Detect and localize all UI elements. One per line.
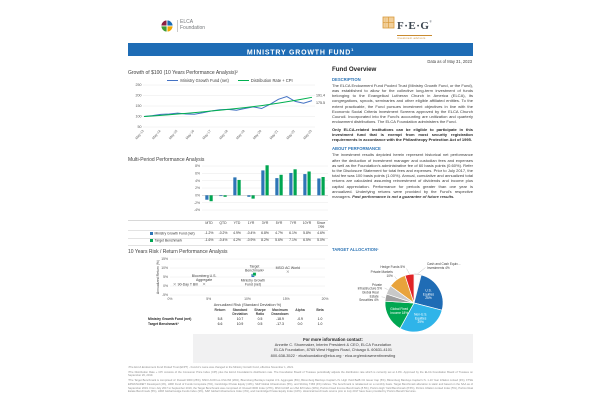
slice-label: Equities [415, 316, 427, 321]
bar [224, 195, 227, 196]
value-cell: 4.2% [230, 239, 244, 246]
svg-text:6%: 6% [195, 171, 200, 176]
svg-text:-4%: -4% [193, 208, 200, 213]
bar [317, 178, 320, 195]
row-label: Ministry Growth Fund (net) [148, 316, 192, 321]
svg-text:200: 200 [135, 93, 142, 98]
bar [280, 175, 283, 196]
value-cell: 0.5 [257, 322, 263, 327]
value-cell: 6.8% [258, 231, 272, 238]
x-tick-label: May-17 [201, 129, 212, 141]
bar [303, 174, 306, 195]
contact-box [193, 334, 473, 363]
legend-label: Ministry Growth Fund (net) [180, 78, 229, 83]
target-allocation-heading: TARGET ALLOCATION³ [332, 246, 379, 252]
svg-text:250: 250 [135, 83, 142, 88]
x-tick-label: May-16 [184, 129, 196, 141]
point-label: Target [249, 264, 260, 269]
series-line [144, 97, 312, 117]
svg-text:10%: 10% [244, 297, 251, 301]
value-cell: 5.8% [300, 231, 314, 238]
x-tick-label: May-22 [285, 129, 296, 141]
slice-label: Private [372, 282, 382, 287]
about-performance-heading: ABOUT PERFORMANCE [332, 146, 381, 152]
scatter-point [253, 273, 256, 276]
svg-text:15%: 15% [161, 257, 168, 262]
about-performance-body [332, 152, 473, 199]
column-header: Sharpe Ratio [254, 307, 266, 316]
multi-period-title: Multi-Period Performance Analysis [128, 157, 205, 163]
value-cell: 4.6% [314, 231, 328, 238]
value-cell: 8.2% [258, 239, 272, 246]
column-header: Return [214, 307, 226, 312]
bar [210, 195, 213, 201]
feg-logo-text [397, 16, 432, 40]
risk-return-scatter-chart [128, 255, 332, 309]
value-cell: -1.2% [202, 231, 216, 238]
x-tick-label: May-20 [252, 129, 263, 141]
stats-table [128, 308, 332, 328]
risk-return-section [128, 249, 332, 314]
bar [275, 178, 278, 195]
bar [294, 169, 297, 195]
column-header: 5YR [272, 220, 286, 231]
bar [261, 170, 264, 195]
bar [238, 180, 241, 195]
value-cell: -0.4% [244, 231, 258, 238]
slice-label: 10% [386, 273, 393, 278]
bar [205, 195, 208, 199]
column-header: 7YR [286, 220, 300, 231]
column-header: 1YR [244, 220, 258, 231]
value-cell: 7.1% [286, 239, 300, 246]
bar [233, 177, 236, 195]
column-header: 10YR [300, 220, 314, 231]
feg-tagline: investment advisors [397, 35, 432, 40]
x-tick-label: May-21 [268, 129, 280, 141]
slice-label: 25% [425, 295, 432, 300]
svg-text:15%: 15% [282, 297, 290, 301]
column-header: Standard Deviation [232, 307, 248, 316]
svg-text:20%: 20% [321, 297, 329, 301]
svg-text:100: 100 [135, 114, 142, 119]
bar [266, 165, 269, 195]
slice-label: Investments 4% [427, 265, 450, 270]
point-label: MSCI AC World [275, 265, 301, 270]
about-performance-text: The investment results depicted herein represent historical net performance after the deduction of investment manager and custodian fees and expenses as well as the Foundation's administrative fee of 60 basis points (0.60%). Refer to the Disclosure Statement for total fees and expenses. Prior to July 2017, the total fee was 100 basis points (1.00%). Annual, cumulative and annualized total returns are calculated assuming reinvestment of dividends and income plus capital appreciation. Performance for periods greater than one year is annualized. Underlying returns were provided by the Fund's respective managers. [332, 152, 473, 200]
feg-logo [382, 16, 432, 40]
value-cell: 5.6% [272, 239, 286, 246]
footnote: ¹The ELCA Endowment Fund Pooled Trust (EFPT) - Fund A's name was changed to the Ministry Growth Fund, effective November 1, 2021. [128, 366, 294, 369]
svg-text:0%: 0% [167, 297, 173, 301]
past-performance-disclaimer: Past performance is not a guarantee of future results. [352, 194, 455, 200]
point-label: Aggregate [196, 278, 213, 283]
value-cell: -17.3 [276, 322, 284, 327]
bar [247, 195, 250, 196]
end-value-label: 191.4 [316, 93, 325, 98]
stats-table-section [128, 308, 332, 328]
svg-text:5%: 5% [163, 275, 168, 280]
svg-text:-5%: -5% [161, 293, 168, 298]
column-header: 3YR [258, 220, 272, 231]
slice-label: Non-U.S. [414, 312, 428, 317]
fund-title: MINISTRY GROWTH FUND [246, 49, 352, 57]
row-label: Target Benchmark³ [148, 322, 179, 327]
legend-swatch [167, 80, 178, 81]
footnote: ²The Distribution Rate + CPI consists of the Consumer Price Index (CPI) plus the ELCA Foundation's distribution rate. The Foundation Board of Trustees periodically adjusts the distribution rate which is currently set at 4.0%. Approved by the ELCA Foundation Board of Trustees on September 26, 2019. [128, 370, 473, 378]
feg-logo-icon [382, 16, 395, 29]
slice-label: Hedge Funds 5% [380, 264, 405, 269]
column-header: Maximum Drawdown [271, 307, 289, 316]
data-as-of-label: Data as of May 31, 2023 [427, 59, 472, 64]
value-cell: 6.5% [300, 239, 314, 246]
point-label: Fund (net) [244, 282, 262, 287]
x-tick-label: May-18 [218, 129, 229, 141]
point-label: Benchmark³ [245, 268, 264, 273]
growth-chart-title: Growth of $100 (10 Years Performance Analysis)² [128, 70, 238, 76]
x-tick-label: May-13 [134, 129, 145, 141]
slice-label: Securities 4% [359, 297, 379, 302]
elca-logo-line1: ELCA [180, 19, 194, 26]
row-label: Target Benchmark [128, 239, 202, 246]
column-header: Since 7/99 [314, 220, 328, 231]
bar [289, 173, 292, 195]
description-heading: DESCRIPTION [332, 76, 361, 82]
x-tick-label: May-19 [235, 129, 246, 141]
legend-label: Distribution Rate + CPI [250, 78, 293, 83]
contact-line: Annette C. Shoemaker, Interim President & CEO, ELCA Foundation [274, 341, 392, 347]
svg-text:10%: 10% [161, 266, 168, 271]
point-label: Ministry Growth [240, 278, 266, 283]
value-cell: 10.9 [236, 322, 244, 327]
slice-label: Equities [422, 292, 435, 297]
value-cell: 0.5 [257, 316, 263, 321]
slice-label: Private Markets [370, 269, 393, 274]
point-label: 90-Day T Bill [177, 282, 198, 287]
point-label: Bloomberg U.S. [191, 274, 217, 279]
value-cell: -1.6% [202, 239, 216, 246]
svg-text:50: 50 [137, 125, 142, 130]
elca-logo-icon [160, 19, 174, 33]
value-cell: 4.7% [272, 231, 286, 238]
value-cell: -18.9 [276, 316, 284, 321]
x-tick-label: May-14 [151, 129, 162, 141]
table-corner-cell [128, 308, 210, 317]
fund-overview-section [332, 66, 473, 242]
slice-label: 29% [417, 319, 424, 324]
slice-label: U.S. [425, 288, 432, 293]
value-cell: -0.4% [216, 239, 230, 246]
legend-swatch [238, 80, 249, 81]
svg-text:4%: 4% [195, 178, 200, 183]
svg-text:0%: 0% [195, 193, 200, 198]
feg-wordmark: F·E·G [397, 20, 430, 32]
y-axis-title: Annualized Return (%) [156, 259, 160, 295]
fund-overview-title: Fund Overview [332, 66, 377, 73]
value-cell: -0.2% [216, 231, 230, 238]
slice-label: Global Fixed [390, 306, 409, 311]
bar [322, 177, 325, 195]
column-header: Alpha [295, 307, 305, 312]
svg-text:2%: 2% [195, 186, 200, 191]
value-cell: 1.0 [317, 316, 323, 321]
value-cell: -0.9 [297, 316, 303, 321]
elca-logo-line2: Foundation [180, 25, 206, 31]
svg-text:-2%: -2% [193, 200, 200, 205]
value-cell: 1.0 [317, 322, 323, 327]
description-body: The ELCA Endowment Fund Pooled Trust (Ministry Growth Fund, or the Fund), was established to allow for the collective long-term investment of funds belonging to the Evangelical Lutheran Church in America (ELCA), its congregations, synods, seminaries and other eligible affiliated entities. To the extent practicable, the Fund pursues investment objectives in line with the Economic Social Criteria Investment Screens approved by the ELCA Church Council. Incorporated into the Fund's accounting are unitization and quarterly endowment distributions. The ELCA Foundation administers the Fund. [332, 82, 473, 125]
value-cell: 4.9% [230, 231, 244, 238]
table-corner-cell [128, 220, 202, 231]
column-header: Beta [316, 307, 324, 312]
end-value-label: 175.5 [316, 101, 325, 106]
svg-text:150: 150 [135, 104, 142, 109]
bar [308, 172, 311, 196]
value-cell: 0.0 [297, 322, 303, 327]
svg-text:0%: 0% [163, 284, 168, 289]
growth-line-chart [128, 83, 332, 155]
value-cell: 6.6 [217, 322, 223, 327]
column-header: QTD [216, 220, 230, 231]
growth-chart-section [128, 70, 332, 160]
footnote: ³The Target Benchmark is comprised of: Russell 3000 (25%), MSCI ACWI ex-USA IMI (29%), Bloomberg Barclays Capital U.S. Aggregate (8%), Bloomberg Barclays Capital U.S. High Yield Ba/B 1% Issuer Cap (5%), Bloomberg Barclays Capital U.S. 1-10 Year Inflation Linked (3%), FTSE EPRA/NAREIT Developed (4%), HFRI Fund of Funds Composite (5%), Cambridge Private Equity (10%), S&P Global Infrastructure (5%), and 90-Day T-Bill (4%) indices. The benchmark is rebalanced on a monthly basis. Target Benchmark allocation is static and based on the SAA as of September 2019. From July 2017 to September 2019, the Target Benchmark was comprised of: Russell 3000 Index (27%), MSCI ACWI ex-USA IMI Index (30%), Portico Fixed Income Benchmark (8.5%), Portico High Yield Benchmark (8.5%), Portico Inflation Linked Index (5%), Portico Real Estate Benchmark (5%), HFRI Global Hedge Funds Index (3%), S&P Global Infrastructure Index (3%), and Cambridge Private Equity Index (10%). Historical benchmark returns prior to July 2017 have been provided by Portico Benefit Services. [128, 378, 473, 394]
series-marker [150, 239, 153, 242]
contact-title: For more information contact: [303, 336, 363, 342]
slice-label: Infrastructure 5% [357, 286, 382, 291]
row-label: Ministry Growth Fund (net) [128, 231, 202, 238]
slice-label: Estate [369, 293, 379, 298]
value-cell: -0.9% [244, 239, 258, 246]
feg-registered-mark: ® [429, 19, 432, 24]
multi-period-section [128, 157, 332, 246]
contact-lines [193, 342, 473, 360]
svg-text:5%: 5% [206, 297, 212, 301]
footnotes [128, 366, 473, 395]
risk-return-title: 10 Years Risk / Return Performance Analysis [128, 249, 228, 255]
fund-title-superscript: 1 [351, 47, 355, 52]
elca-foundation-logo [160, 19, 205, 33]
description-bold: Only ELCA-related institutions can be eligible to participate in this investment fund that is exempt from most security registration requirements in accordance with the Philanthropy Protection Act of 1995. [332, 126, 473, 143]
slice-label: Income 18% [390, 310, 409, 315]
fund-title-banner [128, 43, 473, 56]
value-cell: 6.1% [286, 231, 300, 238]
value-cell: 5.0% [314, 239, 328, 246]
value-cell: 10.7 [236, 316, 244, 321]
elca-logo-text [177, 20, 206, 32]
column-header: YTD [230, 220, 244, 231]
column-header: MTD [202, 220, 216, 231]
contact-line: 800-638-3522 · elcafoundation@elca.org · elca.org/endowmentinvesting [270, 353, 396, 359]
x-tick-label: May-23 [302, 129, 313, 141]
slice-label: Global Real [361, 290, 379, 295]
contact-line: ELCA Foundation, 8765 West Higgins Road, Chicago IL 60631-4101 [273, 347, 393, 353]
bar [252, 195, 255, 198]
x-tick-label: May-15 [168, 129, 179, 141]
value-cell: 5.8 [217, 316, 223, 321]
series-marker [150, 232, 153, 235]
svg-text:8%: 8% [195, 164, 200, 169]
multi-period-bar-chart [128, 163, 332, 214]
x-axis-title: Annualized Risk (Standard Deviation %) [213, 303, 282, 307]
multi-period-table [128, 220, 332, 246]
slice-label: Cash and Cash Equiv. - [427, 261, 461, 266]
bar [219, 195, 222, 196]
